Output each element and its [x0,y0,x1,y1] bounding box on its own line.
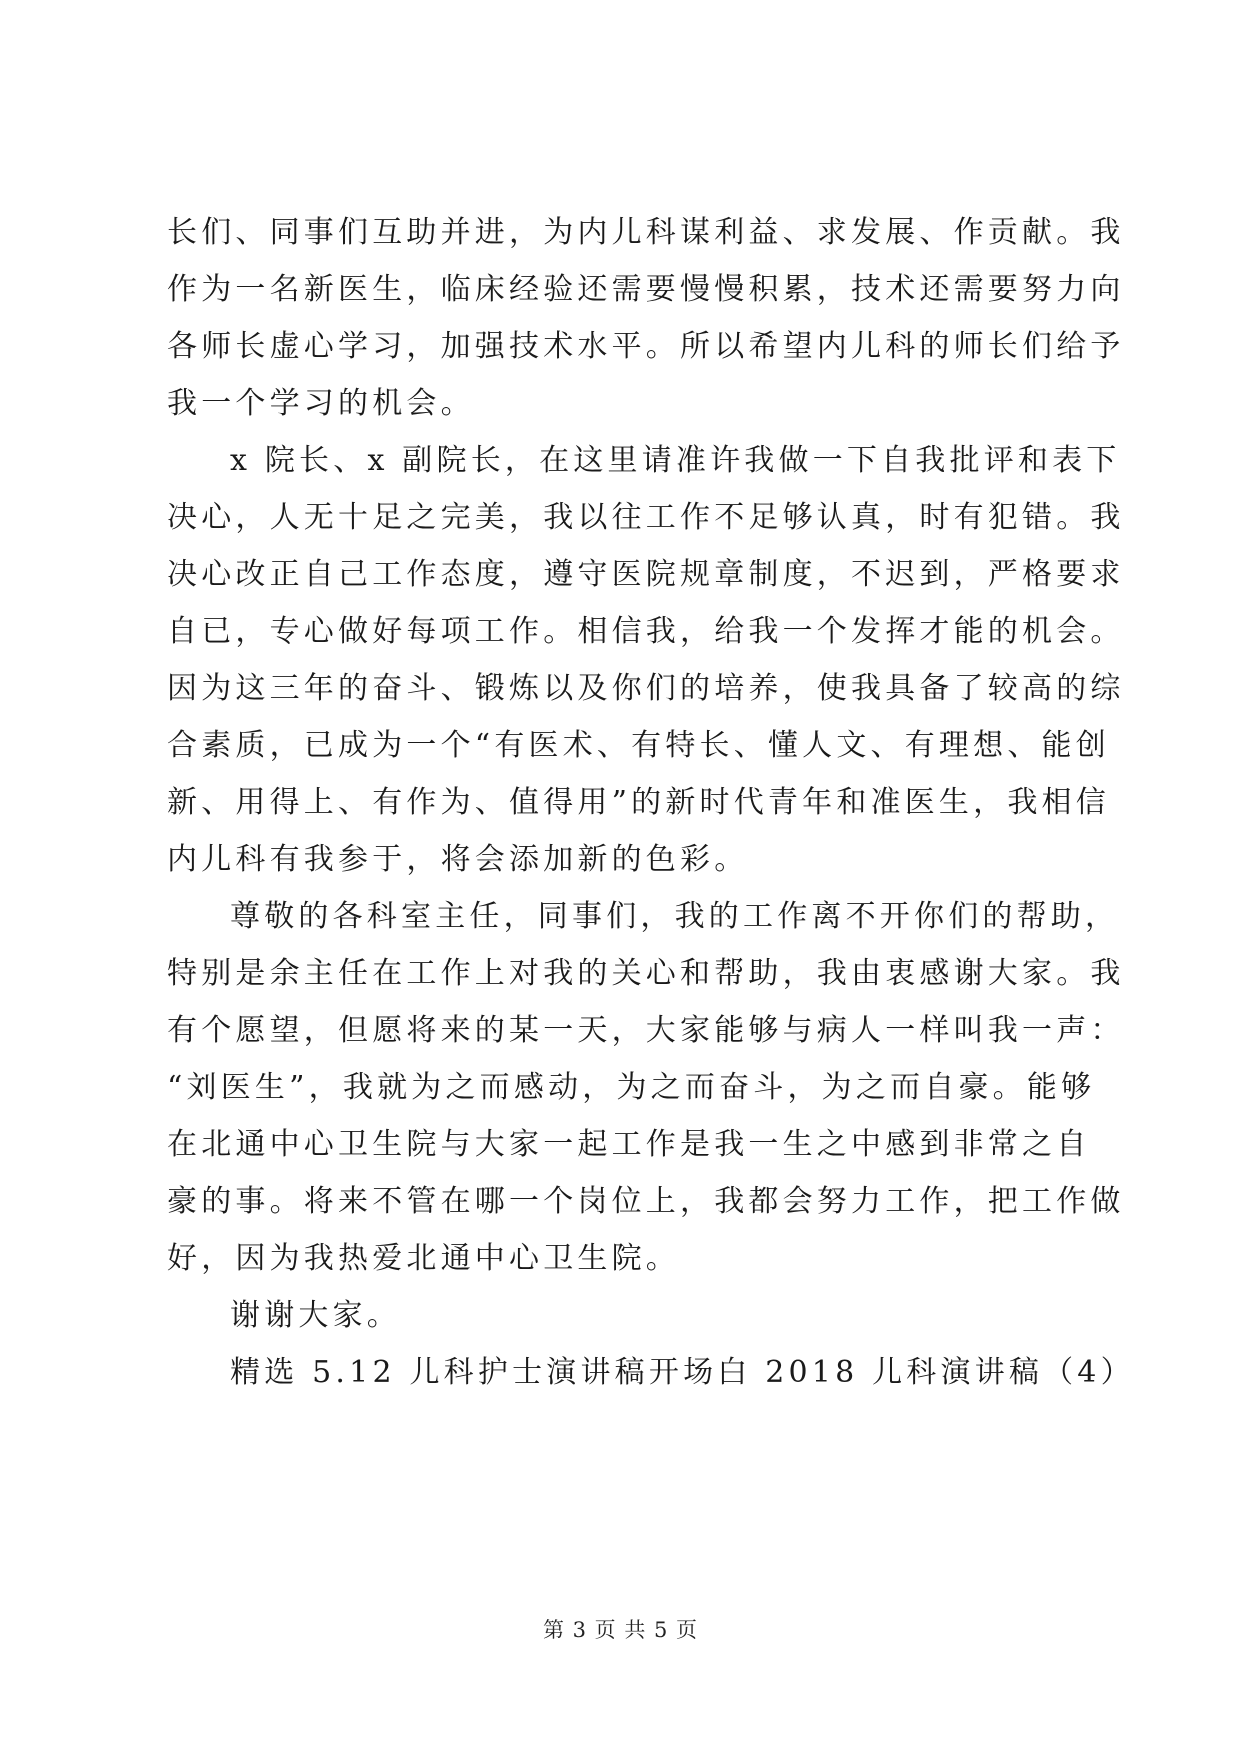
paragraph-line: 长们、同事们互助并进，为内儿科谋利益、求发展、作贡献。我 [167,215,1125,250]
paragraph-line: x 院长、x 副院长，在这里请准许我做一下自我批评和表下 [230,443,1121,478]
paragraph-line: 各师长虚心学习，加强技术水平。所以希望内儿科的师长们给予 [167,329,1125,364]
paragraph-line: 好，因为我热爱北通中心卫生院。 [167,1241,680,1276]
paragraph-line: “刘医生”，我就为之而感动，为之而奋斗，为之而自豪。能够 [167,1070,1096,1105]
paragraph-line: 谢谢大家。 [230,1298,401,1333]
paragraph-line: 我一个学习的机会。 [167,386,475,421]
page-number-footer: 第 3 页 共 5 页 [542,1618,699,1642]
paragraph-line: 新、用得上、有作为、值得用”的新时代青年和准医生，我相信 [167,785,1110,820]
paragraph-line: 因为这三年的奋斗、锻炼以及你们的培养，使我具备了较高的综 [167,671,1125,706]
paragraph-line: 决心改正自己工作态度，遵守医院规章制度，不迟到，严格要求 [167,557,1125,592]
paragraph-line: 特别是余主任在工作上对我的关心和帮助，我由衷感谢大家。我 [167,956,1125,991]
paragraph-line: 合素质，已成为一个“有医术、有特长、懂人文、有理想、能创 [167,728,1110,763]
paragraph-line: 内儿科有我参于，将会添加新的色彩。 [167,842,749,877]
paragraph-line: 在北通中心卫生院与大家一起工作是我一生之中感到非常之自 [167,1127,1091,1162]
paragraph-line: 尊敬的各科室主任，同事们，我的工作离不开你们的帮助， [230,899,1120,934]
paragraph-line: 作为一名新医生，临床经验还需要慢慢积累，技术还需要努力向 [167,272,1125,307]
section-heading: 精选 5.12 儿科护士演讲稿开场白 2018 儿科演讲稿（4） [230,1355,1135,1390]
paragraph-line: 决心，人无十足之完美，我以往工作不足够认真，时有犯错。我 [167,500,1125,535]
paragraph-line: 有个愿望，但愿将来的某一天，大家能够与病人一样叫我一声： [167,1013,1125,1048]
paragraph-line: 豪的事。将来不管在哪一个岗位上，我都会努力工作，把工作做 [167,1184,1125,1219]
paragraph-line: 自已，专心做好每项工作。相信我，给我一个发挥才能的机会。 [167,614,1125,649]
